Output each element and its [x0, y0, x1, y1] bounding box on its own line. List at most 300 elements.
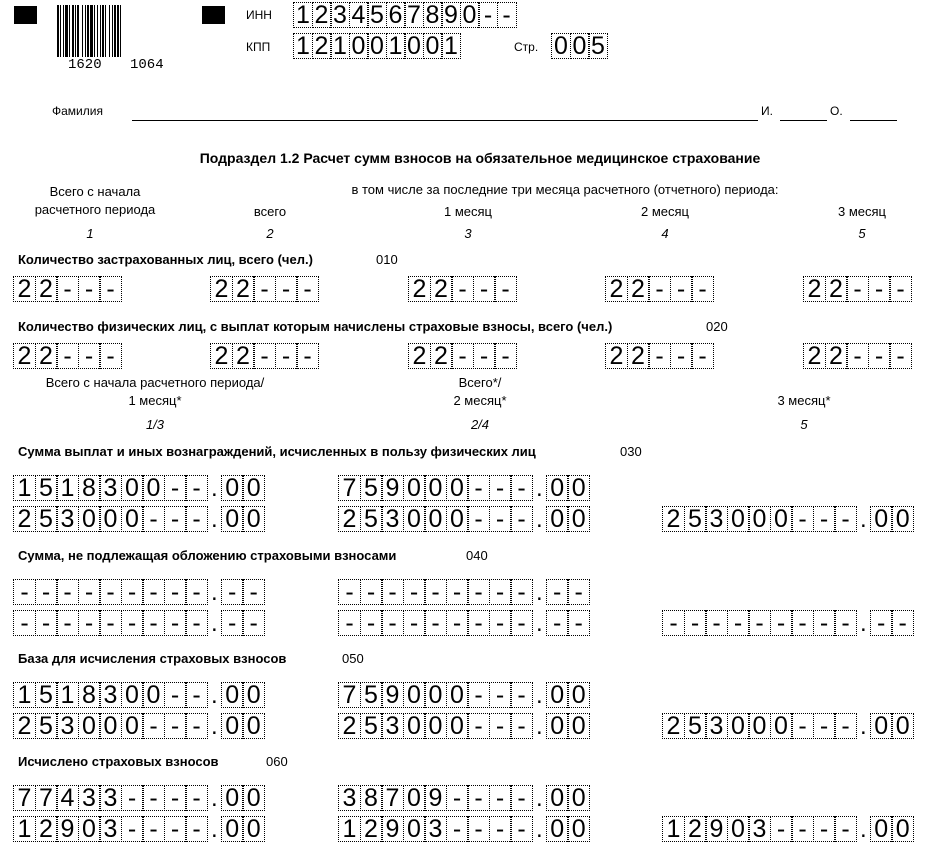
- line-030-r1-c1-integer-cell[interactable]: 8: [78, 475, 101, 501]
- line-060-r2-c2-integer-cell[interactable]: 2: [360, 816, 383, 842]
- line-040-r1-c2-integer[interactable]: [338, 579, 533, 605]
- line-020-col2-cell[interactable]: -: [296, 343, 319, 369]
- surname-field[interactable]: [132, 104, 758, 121]
- line-030-r2-c2-integer-cell[interactable]: -: [510, 506, 533, 532]
- line-060-r2-c1-integer-cell[interactable]: -: [121, 816, 144, 842]
- line-060-r1-c1-fraction-cell[interactable]: 0: [242, 785, 265, 811]
- line-030-r2-c2-integer-cell[interactable]: 3: [381, 506, 404, 532]
- line-020-col3-cell[interactable]: -: [473, 343, 496, 369]
- line-030-r1-c1[interactable]: [13, 475, 265, 501]
- line-030-r2-c1-integer-cell[interactable]: 0: [78, 506, 101, 532]
- line-050-r1-c2-integer-cell[interactable]: 9: [381, 682, 404, 708]
- line-030-r2-c1-integer-cell[interactable]: -: [185, 506, 208, 532]
- line-050-r1-c1-fraction-cell[interactable]: 0: [221, 682, 244, 708]
- line-040-r2-c3-integer-cell[interactable]: -: [684, 610, 707, 636]
- line-030-r2-c2-integer-cell[interactable]: 0: [424, 506, 447, 532]
- line-010-col4-cell[interactable]: 2: [627, 276, 650, 302]
- line-030-r2-c3-integer-cell[interactable]: 0: [727, 506, 750, 532]
- line-060-r1-c2-integer-cell[interactable]: -: [510, 785, 533, 811]
- line-010-col3[interactable]: [408, 276, 517, 302]
- line-060-r2-c3-integer-cell[interactable]: 3: [748, 816, 771, 842]
- line-060-r2-c2-integer-cell[interactable]: -: [467, 816, 490, 842]
- line-030-r1-c2-integer-cell[interactable]: -: [467, 475, 490, 501]
- line-030-r2-c2-integer[interactable]: [338, 506, 533, 532]
- line-060-r2-c2-fraction-cell[interactable]: 0: [546, 816, 569, 842]
- line-030-r2-c2-integer-cell[interactable]: 5: [360, 506, 383, 532]
- line-060-r2-c2-integer-cell[interactable]: 3: [424, 816, 447, 842]
- line-060-r2-c1-integer-cell[interactable]: -: [164, 816, 187, 842]
- line-040-r1-c2-integer-cell[interactable]: -: [467, 579, 490, 605]
- line-040-r1-c2-integer-cell[interactable]: -: [360, 579, 383, 605]
- line-060-r1-c1-integer-cell[interactable]: 7: [13, 785, 36, 811]
- line-010-col3-cell[interactable]: -: [451, 276, 474, 302]
- line-040-r2-c2-integer-cell[interactable]: -: [381, 610, 404, 636]
- inn-field-cell[interactable]: 0: [460, 2, 480, 28]
- line-040-r2-c2-integer-cell[interactable]: -: [424, 610, 447, 636]
- line-050-r1-c1-integer-cell[interactable]: 3: [99, 682, 122, 708]
- line-060-r2-c3-integer-cell[interactable]: -: [770, 816, 793, 842]
- line-030-r2-c2-fraction-cell[interactable]: 0: [546, 506, 569, 532]
- line-060-r2-c1-integer-cell[interactable]: 9: [56, 816, 79, 842]
- inn-field-cell[interactable]: -: [478, 2, 498, 28]
- inn-field-cell[interactable]: -: [497, 2, 517, 28]
- line-060-r2-c3-fraction-cell[interactable]: 0: [870, 816, 893, 842]
- line-020-col4-cell[interactable]: -: [691, 343, 714, 369]
- line-050-r2-c1-integer[interactable]: [13, 713, 208, 739]
- line-040-r2-c3-integer-cell[interactable]: -: [813, 610, 836, 636]
- line-050-r2-c1-fraction-cell[interactable]: 0: [242, 713, 265, 739]
- line-060-r2-c2-integer-cell[interactable]: -: [510, 816, 533, 842]
- initial-i-field[interactable]: [780, 104, 827, 121]
- line-010-col2-cell[interactable]: 2: [232, 276, 255, 302]
- line-060-r1-c1-integer-cell[interactable]: 4: [56, 785, 79, 811]
- line-040-r2-c2-integer-cell[interactable]: -: [403, 610, 426, 636]
- line-050-r2-c2-integer-cell[interactable]: 3: [381, 713, 404, 739]
- line-060-r2-c2-integer[interactable]: [338, 816, 533, 842]
- line-040-r1-c2-fraction-cell[interactable]: -: [546, 579, 569, 605]
- line-040-r2-c3[interactable]: [662, 610, 914, 636]
- line-010-col2-cell[interactable]: 2: [210, 276, 233, 302]
- line-050-r2-c1-integer-cell[interactable]: 3: [56, 713, 79, 739]
- line-060-r1-c2[interactable]: [338, 785, 590, 811]
- line-020-col3-cell[interactable]: 2: [408, 343, 431, 369]
- line-040-r2-c3-fraction-cell[interactable]: -: [870, 610, 893, 636]
- line-030-r2-c2-fraction-cell[interactable]: 0: [567, 506, 590, 532]
- line-040-r1-c1-fraction-cell[interactable]: -: [242, 579, 265, 605]
- line-050-r1-c2-fraction-cell[interactable]: 0: [546, 682, 569, 708]
- line-040-r1-c1-integer[interactable]: [13, 579, 208, 605]
- line-040-r2-c2-integer-cell[interactable]: -: [467, 610, 490, 636]
- line-040-r2-c3-integer-cell[interactable]: -: [770, 610, 793, 636]
- line-040-r2-c2-integer-cell[interactable]: -: [338, 610, 361, 636]
- inn-field-cell[interactable]: 2: [312, 2, 332, 28]
- line-010-col1-cell[interactable]: 2: [35, 276, 58, 302]
- line-050-r2-c2-integer-cell[interactable]: 0: [403, 713, 426, 739]
- line-020-col1[interactable]: [13, 343, 122, 369]
- line-050-r2-c2-integer-cell[interactable]: 0: [446, 713, 469, 739]
- line-030-r1-c1-integer-cell[interactable]: -: [164, 475, 187, 501]
- line-030-r1-c1-fraction[interactable]: [221, 475, 266, 501]
- line-010-col3-cell[interactable]: -: [494, 276, 517, 302]
- line-050-r1-c1-integer-cell[interactable]: 1: [56, 682, 79, 708]
- line-050-r2-c3-integer-cell[interactable]: -: [834, 713, 857, 739]
- line-060-r2-c3-integer-cell[interactable]: 1: [662, 816, 685, 842]
- line-060-r1-c2-fraction[interactable]: [546, 785, 591, 811]
- line-050-r1-c1-integer-cell[interactable]: 0: [142, 682, 165, 708]
- line-050-r1-c2-integer-cell[interactable]: -: [489, 682, 512, 708]
- line-030-r2-c2-fraction[interactable]: [546, 506, 591, 532]
- line-060-r2-c2[interactable]: [338, 816, 590, 842]
- line-060-r1-c1-integer-cell[interactable]: -: [164, 785, 187, 811]
- line-050-r2-c1-integer-cell[interactable]: -: [164, 713, 187, 739]
- line-050-r1-c1-fraction-cell[interactable]: 0: [242, 682, 265, 708]
- line-020-col4-cell[interactable]: 2: [627, 343, 650, 369]
- line-030-r1-c2-integer-cell[interactable]: 5: [360, 475, 383, 501]
- line-030-r2-c1-integer-cell[interactable]: 5: [35, 506, 58, 532]
- line-060-r1-c1-integer-cell[interactable]: 7: [35, 785, 58, 811]
- line-040-r1-c1-integer-cell[interactable]: -: [78, 579, 101, 605]
- line-040-r2-c2-integer-cell[interactable]: -: [510, 610, 533, 636]
- line-010-col4-cell[interactable]: -: [691, 276, 714, 302]
- kpp-field-cell[interactable]: 1: [293, 33, 313, 59]
- line-050-r1-c2-integer-cell[interactable]: 0: [446, 682, 469, 708]
- line-010-col3-cell[interactable]: -: [473, 276, 496, 302]
- line-060-r2-c1-integer-cell[interactable]: 1: [13, 816, 36, 842]
- line-020-col4-cell[interactable]: -: [670, 343, 693, 369]
- line-010-col2[interactable]: [210, 276, 319, 302]
- line-040-r2-c1-integer-cell[interactable]: -: [13, 610, 36, 636]
- line-030-r2-c1-integer-cell[interactable]: 0: [121, 506, 144, 532]
- line-010-col5-cell[interactable]: 2: [803, 276, 826, 302]
- line-060-r1-c1-fraction-cell[interactable]: 0: [221, 785, 244, 811]
- line-060-r2-c2-integer-cell[interactable]: 0: [403, 816, 426, 842]
- line-060-r1-c1-fraction[interactable]: [221, 785, 266, 811]
- line-050-r1-c2-integer-cell[interactable]: 0: [403, 682, 426, 708]
- line-030-r2-c2-integer-cell[interactable]: -: [467, 506, 490, 532]
- line-060-r1-c2-fraction-cell[interactable]: 0: [567, 785, 590, 811]
- line-040-r2-c3-integer-cell[interactable]: -: [727, 610, 750, 636]
- line-060-r1-c2-integer-cell[interactable]: 9: [424, 785, 447, 811]
- line-060-r2-c1-integer-cell[interactable]: 3: [99, 816, 122, 842]
- line-030-r2-c2-integer-cell[interactable]: 0: [403, 506, 426, 532]
- line-040-r1-c2-integer-cell[interactable]: -: [424, 579, 447, 605]
- line-040-r2-c2-fraction-cell[interactable]: -: [546, 610, 569, 636]
- kpp-field-cell[interactable]: 1: [330, 33, 350, 59]
- line-010-col2-cell[interactable]: -: [296, 276, 319, 302]
- line-040-r2-c3-integer-cell[interactable]: -: [834, 610, 857, 636]
- kpp-field-cell[interactable]: 0: [367, 33, 387, 59]
- line-060-r1-c1-integer-cell[interactable]: -: [142, 785, 165, 811]
- line-030-r2-c1-fraction[interactable]: [221, 506, 266, 532]
- line-010-col4-cell[interactable]: -: [648, 276, 671, 302]
- line-040-r2-c1-fraction-cell[interactable]: -: [242, 610, 265, 636]
- line-050-r1-c1-integer-cell[interactable]: 1: [13, 682, 36, 708]
- line-040-r1-c2-fraction-cell[interactable]: -: [567, 579, 590, 605]
- line-010-col5-cell[interactable]: -: [889, 276, 912, 302]
- line-050-r2-c1-fraction-cell[interactable]: 0: [221, 713, 244, 739]
- line-020-col1-cell[interactable]: 2: [13, 343, 36, 369]
- line-040-r2-c1-integer-cell[interactable]: -: [99, 610, 122, 636]
- line-060-r2-c2-integer-cell[interactable]: 9: [381, 816, 404, 842]
- line-050-r1-c1-integer-cell[interactable]: 5: [35, 682, 58, 708]
- line-020-col4-cell[interactable]: 2: [605, 343, 628, 369]
- line-040-r2-c3-integer-cell[interactable]: -: [791, 610, 814, 636]
- line-020-col2-cell[interactable]: 2: [210, 343, 233, 369]
- line-050-r2-c1-integer-cell[interactable]: 2: [13, 713, 36, 739]
- line-010-col5-cell[interactable]: -: [846, 276, 869, 302]
- line-060-r1-c2-fraction-cell[interactable]: 0: [546, 785, 569, 811]
- line-010-col1-cell[interactable]: -: [78, 276, 101, 302]
- line-060-r2-c2-integer-cell[interactable]: -: [446, 816, 469, 842]
- line-040-r2-c1-fraction-cell[interactable]: -: [221, 610, 244, 636]
- line-050-r1-c2-integer[interactable]: [338, 682, 533, 708]
- line-030-r1-c2[interactable]: [338, 475, 590, 501]
- line-060-r1-c2-integer-cell[interactable]: -: [467, 785, 490, 811]
- line-030-r2-c1-integer-cell[interactable]: 0: [99, 506, 122, 532]
- line-030-r2-c3-integer-cell[interactable]: 0: [770, 506, 793, 532]
- line-050-r1-c2-integer-cell[interactable]: -: [510, 682, 533, 708]
- line-050-r2-c3-integer-cell[interactable]: 0: [727, 713, 750, 739]
- line-060-r2-c1-integer-cell[interactable]: -: [185, 816, 208, 842]
- page-field[interactable]: [551, 33, 608, 59]
- line-030-r2-c1-fraction-cell[interactable]: 0: [221, 506, 244, 532]
- line-050-r1-c1-integer-cell[interactable]: 8: [78, 682, 101, 708]
- line-050-r2-c2-integer-cell[interactable]: 5: [360, 713, 383, 739]
- line-040-r2-c2-fraction-cell[interactable]: -: [567, 610, 590, 636]
- line-010-col1[interactable]: [13, 276, 122, 302]
- line-050-r1-c1-integer[interactable]: [13, 682, 208, 708]
- line-030-r1-c1-integer-cell[interactable]: 1: [13, 475, 36, 501]
- line-030-r2-c3-fraction-cell[interactable]: 0: [870, 506, 893, 532]
- line-050-r2-c3-fraction-cell[interactable]: 0: [891, 713, 914, 739]
- line-050-r2-c2-integer-cell[interactable]: -: [467, 713, 490, 739]
- line-040-r1-c1-integer-cell[interactable]: -: [56, 579, 79, 605]
- line-010-col2-cell[interactable]: -: [275, 276, 298, 302]
- line-030-r2-c3-integer-cell[interactable]: 2: [662, 506, 685, 532]
- line-040-r2-c3-fraction[interactable]: [870, 610, 915, 636]
- kpp-field-cell[interactable]: 0: [423, 33, 443, 59]
- line-030-r2-c3[interactable]: [662, 506, 914, 532]
- line-050-r1-c1-integer-cell[interactable]: -: [185, 682, 208, 708]
- line-030-r1-c2-fraction[interactable]: [546, 475, 591, 501]
- line-020-col1-cell[interactable]: -: [78, 343, 101, 369]
- line-050-r1-c2-fraction-cell[interactable]: 0: [567, 682, 590, 708]
- line-040-r1-c1-integer-cell[interactable]: -: [13, 579, 36, 605]
- line-040-r2-c2[interactable]: [338, 610, 590, 636]
- line-030-r2-c2-integer-cell[interactable]: 2: [338, 506, 361, 532]
- line-030-r2-c1-integer-cell[interactable]: -: [164, 506, 187, 532]
- line-010-col1-cell[interactable]: 2: [13, 276, 36, 302]
- line-050-r2-c2[interactable]: [338, 713, 590, 739]
- line-060-r1-c2-integer-cell[interactable]: 7: [381, 785, 404, 811]
- initial-o-field[interactable]: [850, 104, 897, 121]
- line-020-col5-cell[interactable]: -: [868, 343, 891, 369]
- line-010-col4[interactable]: [605, 276, 714, 302]
- line-050-r1-c1-fraction[interactable]: [221, 682, 266, 708]
- line-060-r1-c2-integer-cell[interactable]: 3: [338, 785, 361, 811]
- line-040-r2-c1-integer-cell[interactable]: -: [78, 610, 101, 636]
- page-field-cell[interactable]: 5: [588, 33, 608, 59]
- line-030-r1-c2-integer-cell[interactable]: 7: [338, 475, 361, 501]
- line-030-r2-c3-integer-cell[interactable]: -: [791, 506, 814, 532]
- kpp-field-cell[interactable]: 2: [312, 33, 332, 59]
- line-010-col5-cell[interactable]: -: [868, 276, 891, 302]
- line-040-r2-c2-fraction[interactable]: [546, 610, 591, 636]
- line-060-r2-c3-integer-cell[interactable]: -: [791, 816, 814, 842]
- line-050-r2-c1-integer-cell[interactable]: -: [185, 713, 208, 739]
- line-030-r1-c2-fraction-cell[interactable]: 0: [546, 475, 569, 501]
- line-060-r2-c1-fraction-cell[interactable]: 0: [242, 816, 265, 842]
- line-030-r1-c1-fraction-cell[interactable]: 0: [221, 475, 244, 501]
- line-040-r1-c1-fraction-cell[interactable]: -: [221, 579, 244, 605]
- line-050-r2-c3-integer-cell[interactable]: -: [791, 713, 814, 739]
- line-030-r2-c3-integer-cell[interactable]: 3: [705, 506, 728, 532]
- line-060-r2-c3-integer-cell[interactable]: 0: [727, 816, 750, 842]
- line-030-r2-c2-integer-cell[interactable]: 0: [446, 506, 469, 532]
- line-040-r1-c1-fraction[interactable]: [221, 579, 266, 605]
- line-040-r2-c1-integer-cell[interactable]: -: [185, 610, 208, 636]
- line-020-col5-cell[interactable]: -: [846, 343, 869, 369]
- inn-field-cell[interactable]: 9: [441, 2, 461, 28]
- line-050-r1-c2-fraction[interactable]: [546, 682, 591, 708]
- line-050-r2-c2-integer-cell[interactable]: 0: [424, 713, 447, 739]
- line-060-r2-c1[interactable]: [13, 816, 265, 842]
- line-060-r1-c2-integer-cell[interactable]: -: [446, 785, 469, 811]
- line-020-col3-cell[interactable]: -: [494, 343, 517, 369]
- line-050-r2-c2-integer-cell[interactable]: -: [489, 713, 512, 739]
- line-060-r1-c1[interactable]: [13, 785, 265, 811]
- line-040-r2-c3-integer-cell[interactable]: -: [748, 610, 771, 636]
- line-060-r1-c1-integer-cell[interactable]: -: [185, 785, 208, 811]
- line-040-r1-c1-integer-cell[interactable]: -: [99, 579, 122, 605]
- line-050-r2-c2-fraction-cell[interactable]: 0: [546, 713, 569, 739]
- line-050-r2-c3-integer-cell[interactable]: 3: [705, 713, 728, 739]
- line-060-r2-c3-fraction[interactable]: [870, 816, 915, 842]
- line-040-r2-c2-integer-cell[interactable]: -: [489, 610, 512, 636]
- line-040-r2-c3-fraction-cell[interactable]: -: [891, 610, 914, 636]
- line-030-r2-c3-integer-cell[interactable]: 5: [684, 506, 707, 532]
- line-050-r1-c1-integer-cell[interactable]: -: [164, 682, 187, 708]
- line-050-r2-c1-fraction[interactable]: [221, 713, 266, 739]
- line-040-r1-c1[interactable]: [13, 579, 265, 605]
- line-020-col3-cell[interactable]: -: [451, 343, 474, 369]
- line-020-col5-cell[interactable]: 2: [803, 343, 826, 369]
- line-020-col2-cell[interactable]: -: [275, 343, 298, 369]
- line-030-r2-c3-integer-cell[interactable]: 0: [748, 506, 771, 532]
- line-030-r1-c2-integer-cell[interactable]: -: [489, 475, 512, 501]
- line-060-r1-c1-integer-cell[interactable]: 3: [78, 785, 101, 811]
- line-040-r1-c2-integer-cell[interactable]: -: [489, 579, 512, 605]
- line-030-r1-c2-fraction-cell[interactable]: 0: [567, 475, 590, 501]
- line-040-r2-c1-integer-cell[interactable]: -: [121, 610, 144, 636]
- line-060-r2-c2-integer-cell[interactable]: 1: [338, 816, 361, 842]
- inn-field[interactable]: [293, 2, 517, 28]
- line-030-r2-c1-integer-cell[interactable]: -: [142, 506, 165, 532]
- line-060-r1-c1-integer-cell[interactable]: 3: [99, 785, 122, 811]
- line-010-col3-cell[interactable]: 2: [408, 276, 431, 302]
- line-020-col1-cell[interactable]: -: [99, 343, 122, 369]
- line-050-r2-c2-integer[interactable]: [338, 713, 533, 739]
- line-040-r2-c1-integer-cell[interactable]: -: [56, 610, 79, 636]
- line-030-r1-c2-integer-cell[interactable]: 0: [424, 475, 447, 501]
- line-030-r1-c2-integer-cell[interactable]: -: [510, 475, 533, 501]
- line-040-r2-c1-fraction[interactable]: [221, 610, 266, 636]
- line-010-col3-cell[interactable]: 2: [430, 276, 453, 302]
- line-050-r2-c3-integer-cell[interactable]: 0: [748, 713, 771, 739]
- line-050-r2-c1-integer-cell[interactable]: 0: [121, 713, 144, 739]
- line-060-r2-c3-integer[interactable]: [662, 816, 857, 842]
- inn-field-cell[interactable]: 3: [330, 2, 350, 28]
- page-field-cell[interactable]: 0: [551, 33, 571, 59]
- line-030-r1-c1-fraction-cell[interactable]: 0: [242, 475, 265, 501]
- line-050-r2-c2-fraction-cell[interactable]: 0: [567, 713, 590, 739]
- line-030-r2-c1-integer[interactable]: [13, 506, 208, 532]
- line-030-r2-c1-fraction-cell[interactable]: 0: [242, 506, 265, 532]
- line-060-r2-c1-integer-cell[interactable]: 0: [78, 816, 101, 842]
- line-040-r1-c2-integer-cell[interactable]: -: [403, 579, 426, 605]
- line-040-r2-c2-integer-cell[interactable]: -: [360, 610, 383, 636]
- line-050-r2-c3-integer-cell[interactable]: 0: [770, 713, 793, 739]
- line-060-r1-c1-integer[interactable]: [13, 785, 208, 811]
- line-050-r2-c2-fraction[interactable]: [546, 713, 591, 739]
- line-030-r1-c2-integer[interactable]: [338, 475, 533, 501]
- line-050-r2-c3-integer-cell[interactable]: -: [813, 713, 836, 739]
- line-030-r2-c3-integer-cell[interactable]: -: [813, 506, 836, 532]
- line-060-r2-c3-fraction-cell[interactable]: 0: [891, 816, 914, 842]
- line-040-r1-c2-integer-cell[interactable]: -: [381, 579, 404, 605]
- line-010-col1-cell[interactable]: -: [99, 276, 122, 302]
- line-040-r1-c2-integer-cell[interactable]: -: [446, 579, 469, 605]
- line-030-r1-c2-integer-cell[interactable]: 0: [446, 475, 469, 501]
- line-050-r1-c2-integer-cell[interactable]: 5: [360, 682, 383, 708]
- kpp-field-cell[interactable]: 0: [349, 33, 369, 59]
- inn-field-cell[interactable]: 4: [349, 2, 369, 28]
- line-020-col2-cell[interactable]: 2: [232, 343, 255, 369]
- line-050-r2-c3-integer-cell[interactable]: 2: [662, 713, 685, 739]
- line-050-r2-c2-integer-cell[interactable]: -: [510, 713, 533, 739]
- line-060-r1-c2-integer-cell[interactable]: 0: [403, 785, 426, 811]
- inn-field-cell[interactable]: 1: [293, 2, 313, 28]
- line-050-r2-c3-fraction-cell[interactable]: 0: [870, 713, 893, 739]
- line-030-r1-c1-integer-cell[interactable]: 0: [121, 475, 144, 501]
- line-050-r2-c1-integer-cell[interactable]: -: [142, 713, 165, 739]
- line-040-r1-c1-integer-cell[interactable]: -: [185, 579, 208, 605]
- line-050-r2-c1-integer-cell[interactable]: 5: [35, 713, 58, 739]
- line-010-col1-cell[interactable]: -: [56, 276, 79, 302]
- line-030-r1-c2-integer-cell[interactable]: 9: [381, 475, 404, 501]
- line-030-r2-c2[interactable]: [338, 506, 590, 532]
- line-040-r2-c1-integer-cell[interactable]: -: [35, 610, 58, 636]
- line-020-col1-cell[interactable]: -: [56, 343, 79, 369]
- line-060-r2-c3-integer-cell[interactable]: 2: [684, 816, 707, 842]
- line-030-r1-c1-integer-cell[interactable]: -: [185, 475, 208, 501]
- kpp-field-cell[interactable]: 0: [404, 33, 424, 59]
- line-030-r1-c1-integer[interactable]: [13, 475, 208, 501]
- line-040-r1-c1-integer-cell[interactable]: -: [142, 579, 165, 605]
- line-020-col4-cell[interactable]: -: [648, 343, 671, 369]
- line-040-r2-c1[interactable]: [13, 610, 265, 636]
- line-040-r2-c1-integer[interactable]: [13, 610, 208, 636]
- kpp-field-cell[interactable]: 1: [386, 33, 406, 59]
- line-040-r2-c2-integer[interactable]: [338, 610, 533, 636]
- line-050-r1-c1-integer-cell[interactable]: 0: [121, 682, 144, 708]
- line-050-r2-c1-integer-cell[interactable]: 0: [78, 713, 101, 739]
- line-050-r2-c3[interactable]: [662, 713, 914, 739]
- line-060-r2-c1-integer-cell[interactable]: -: [142, 816, 165, 842]
- line-040-r2-c3-integer[interactable]: [662, 610, 857, 636]
- line-050-r1-c2-integer-cell[interactable]: 7: [338, 682, 361, 708]
- line-060-r2-c3[interactable]: [662, 816, 914, 842]
